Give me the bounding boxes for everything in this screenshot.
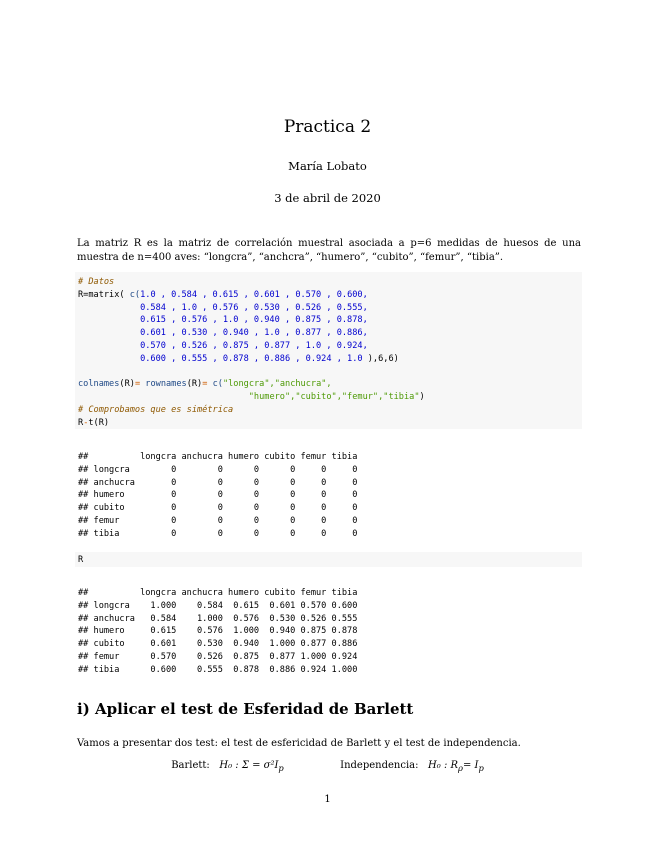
output-line: ## femur 0.570 0.526 0.875 0.877 1.000 0.924: [78, 651, 358, 662]
formula-right-expr: [428, 760, 484, 773]
intro-paragraph: La matriz R es la matriz de correlación muestral asociada a p=6 medidas de huesos de una muestra de n=400 aves: “longcra”, “anchcra”, “humero”, “cubito”, “femur”, “tibia”.: [77, 238, 581, 263]
output-line: ## anchucra 0 0 0 0 0 0: [78, 477, 358, 488]
hypotheses-formula: [0, 760, 655, 773]
formula-right-main: H₀ : R: [428, 760, 459, 771]
code-close: ): [419, 392, 425, 403]
output-line: ## femur 0 0 0 0 0 0: [78, 515, 358, 526]
code-c-call: c(: [207, 379, 223, 390]
output-line: ## humero 0.615 0.576 1.000 0.940 0.875 0.878: [78, 626, 358, 637]
code-arg: (R): [186, 379, 203, 390]
code-numbers: 0.615 , 0.576 , 1.0 , 0.940 , 0.875 , 0.878,: [78, 315, 368, 326]
code-numbers: 0.600 , 0.555 , 0.878 , 0.886 , 0.924 , 1.0: [78, 353, 368, 364]
code-text-2: R: [78, 555, 84, 565]
formula-right-label: Independencia:: [340, 760, 419, 771]
code-arg: (R): [119, 379, 135, 390]
output-line: ## longcra 1.000 0.584 0.615 0.601 0.570 0.600: [78, 600, 358, 611]
output-line: ## longcra anchucra humero cubito femur tibia: [78, 588, 358, 598]
page-number: 1: [324, 794, 331, 805]
code-close: ),6,6): [367, 353, 399, 364]
code-indent: [78, 392, 249, 402]
formula-left-sub: p: [278, 763, 284, 773]
section-heading: i) Aplicar el test de Esferidad de Barlett: [77, 700, 414, 718]
code-numbers: 0.584 , 1.0 , 0.576 , 0.530 , 0.526 , 0.555,: [78, 302, 368, 313]
formula-right-tail: = I: [462, 760, 479, 771]
formula-left-main: H₀ : Σ = σ²I: [219, 760, 279, 771]
formula-right-sub2: p: [478, 763, 484, 773]
code-assign: R=matrix(: [78, 289, 125, 300]
document-author: María Lobato: [288, 159, 367, 173]
output-line: ## cubito 0 0 0 0 0 0: [78, 503, 358, 514]
code-fn-colnames: colnames: [78, 379, 120, 390]
output-line: ## cubito 0.601 0.530 0.940 1.000 0.877 0.886: [78, 639, 358, 650]
output-line: ## tibia 0.600 0.555 0.878 0.886 0.924 1.000: [78, 664, 358, 675]
code-strings: "humero","cubito","femur","tibia": [248, 392, 420, 403]
formula-right-sub: ρ: [458, 763, 463, 773]
code-operator: -: [83, 417, 89, 428]
output-line: ## anchucra 0.584 1.000 0.576 0.530 0.526 0.555: [78, 613, 358, 624]
code-var: t(R): [88, 417, 110, 428]
code-numbers: 0.570 , 0.526 , 0.875 , 0.877 , 1.0 , 0.924,: [78, 340, 368, 351]
code-numbers: 1.0 , 0.584 , 0.615 , 0.601 , 0.570 , 0.600,: [140, 289, 368, 300]
output-line: ## longcra anchucra humero cubito femur tibia: [78, 452, 358, 462]
code-operator: =: [134, 379, 141, 390]
code-operator: =: [202, 379, 208, 390]
code-comment: # Datos: [78, 277, 115, 287]
code-comment: # Comprobamos que es simétrica: [78, 404, 234, 415]
code-var: R: [78, 417, 84, 428]
code-numbers: 0.601 , 0.530 , 0.940 , 1.0 , 0.877 , 0.886,: [78, 328, 368, 339]
code-fn-rownames: rownames: [140, 379, 187, 390]
document-title: Practica 2: [283, 117, 372, 137]
section-paragraph: Vamos a presentar dos test: el test de esfericidad de Barlett y el test de independencia.: [77, 738, 521, 749]
formula-left-expr: [219, 760, 283, 773]
formula-left-label: Barlett:: [171, 760, 210, 771]
code-text-1: [78, 276, 425, 430]
code-block-data: [75, 272, 582, 429]
code-c-call: c(: [124, 289, 141, 300]
output-line: ## tibia 0 0 0 0 0 0: [78, 528, 358, 539]
output-block-2: [78, 587, 357, 677]
code-strings: "longcra","anchucra",: [222, 379, 332, 390]
code-block-print: [75, 552, 582, 567]
output-line: ## humero 0 0 0 0 0 0: [78, 490, 358, 501]
document-date: 3 de abril de 2020: [274, 191, 381, 205]
output-line: ## longcra 0 0 0 0 0 0: [78, 464, 358, 475]
output-block-1: [78, 451, 357, 541]
